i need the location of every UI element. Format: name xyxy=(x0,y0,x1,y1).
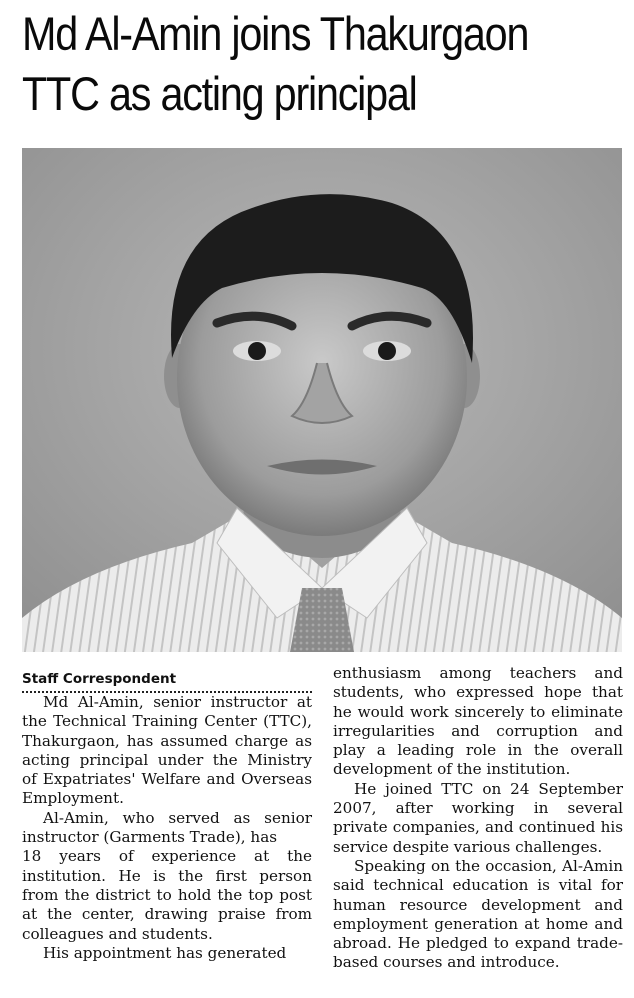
headline xyxy=(22,4,550,124)
paragraph-6: He joined TTC on 24 September 2007, after working in several private companies, and continued his service despite various challenges. xyxy=(333,779,623,856)
headline-line-1: Md Al-Amin joins Thakurgaon xyxy=(22,7,529,60)
byline: Staff Correspondent xyxy=(22,670,312,693)
paragraph-2: Al-Amin, who served as senior instructor (Garments Trade), has xyxy=(22,808,312,847)
paragraph-7: Speaking on the occasion, Al-Amin said technical education is vital for human resource development and employment generation at home and abroad. He pledged to expand trade-based courses and introduce. xyxy=(333,856,623,972)
headline-line-2: TTC as acting principal xyxy=(22,67,417,120)
article-column-2 xyxy=(333,664,623,973)
portrait-illustration xyxy=(22,148,622,652)
paragraph-3: 18 years of experience at the institution. He is the first person from the district to hold the top post at the center, drawing praise from colleagues and students. xyxy=(22,847,312,943)
paragraph-5: enthusiasm among teachers and students, who expressed hope that he would work sincerely to eliminate irregularities and corruption and play a leading role in the overall development of the institution. xyxy=(333,664,623,779)
paragraph-4: His appointment has generated xyxy=(43,943,287,962)
portrait-photo xyxy=(22,148,622,652)
paragraph-1: Md Al-Amin, senior instructor at the Technical Training Center (TTC), Thakurgaon, has assumed charge as acting principal under the Ministry of Expatriates' Welfare and Overseas Employment. xyxy=(22,693,312,808)
article-column-1 xyxy=(22,670,312,963)
